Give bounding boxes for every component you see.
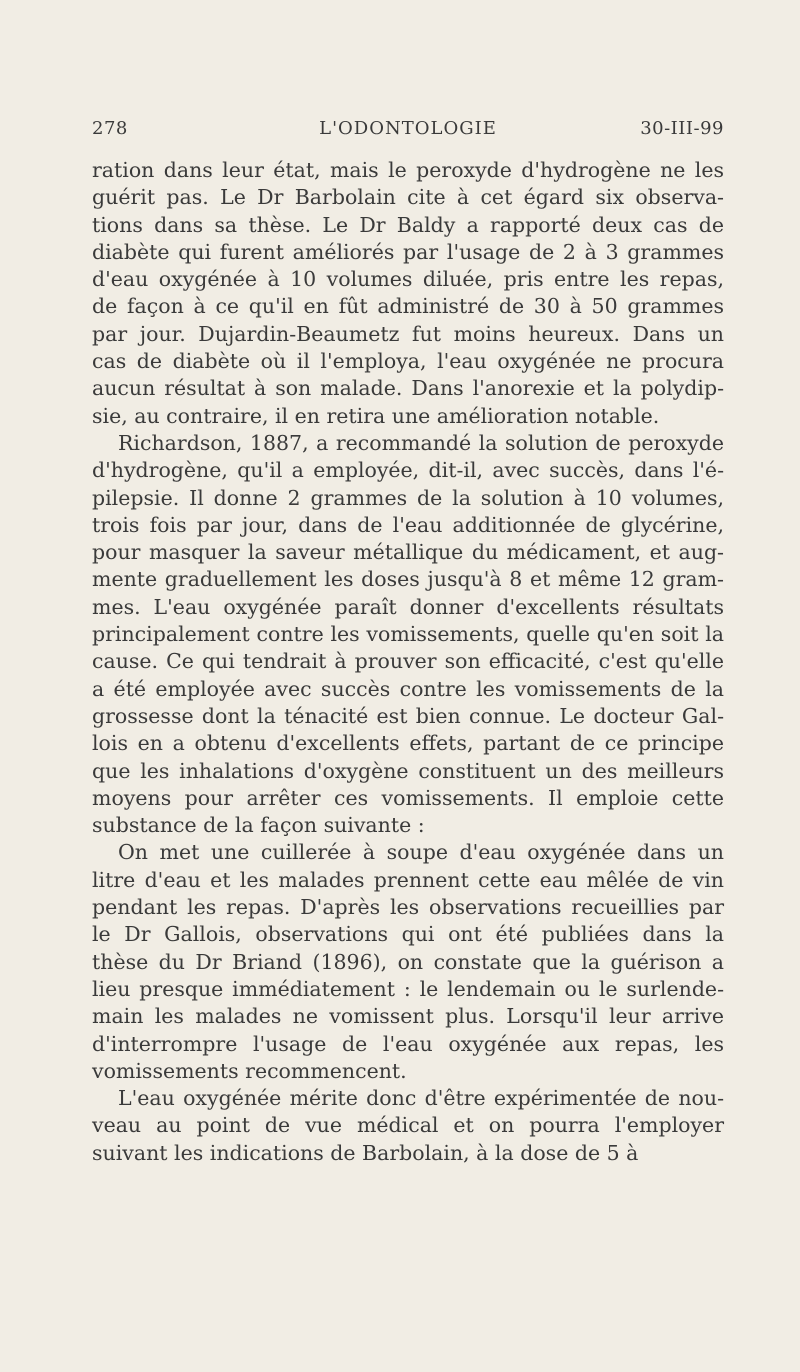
text-line: sie, au contraire, il en retira une amélioration notable.	[92, 403, 660, 428]
text-line: mente graduellement les doses jusqu'à 8 et même 12 gram-	[92, 567, 724, 592]
text-line: tions dans sa thèse. Le Dr Baldy a rapporté deux cas de	[92, 212, 724, 237]
text-line: L'eau oxygénée mérite donc d'être expérimentée de nou-	[118, 1086, 724, 1111]
header-date: 30-III-99	[640, 118, 724, 139]
text-line: d'interrompre l'usage de l'eau oxygénée aux repas, les	[92, 1031, 724, 1056]
text-line: thèse du Dr Briand (1896), on constate que la guérison a	[92, 949, 724, 974]
text-line: litre d'eau et les malades prennent cette eau mêlée de vin	[92, 867, 724, 892]
text-line: diabète qui furent améliorés par l'usage de 2 à 3 grammes	[92, 239, 724, 264]
text-line: substance de la façon suivante :	[92, 813, 425, 838]
text-line: lieu presque immédiatement : le lendemain ou le surlende-	[92, 976, 724, 1001]
text-line: pilepsie. Il donne 2 grammes de la solution à 10 volumes,	[92, 485, 724, 510]
text-line: que les inhalations d'oxygène constituent un des meilleurs	[92, 758, 724, 783]
body-text	[92, 157, 724, 1167]
text-line: ration dans leur état, mais le peroxyde d'hydrogène ne les	[92, 158, 724, 182]
text-line: par jour. Dujardin-Beaumetz fut moins heureux. Dans un	[92, 321, 724, 346]
text-line: suivant les indications de Barbolain, à la dose de 5 à	[92, 1140, 639, 1165]
paragraph	[92, 1085, 724, 1167]
text-line: le Dr Gallois, observations qui ont été publiées dans la	[92, 922, 724, 947]
paragraph	[92, 430, 724, 839]
text-line: a été employée avec succès contre les vomissements de la	[92, 676, 724, 701]
text-line: vomissements recommencent.	[92, 1058, 407, 1083]
text-line: pendant les repas. D'après les observations recueillies par	[92, 895, 724, 920]
text-line: d'hydrogène, qu'il a employée, dit-il, avec succès, dans l'é-	[92, 458, 724, 483]
paragraph	[92, 839, 724, 1085]
text-line: cas de diabète où il l'employa, l'eau oxygénée ne procura	[92, 349, 724, 374]
text-line: moyens pour arrêter ces vomissements. Il emploie cette	[92, 785, 724, 810]
page-header	[92, 118, 724, 148]
text-line: principalement contre les vomissements, quelle qu'en soit la	[92, 622, 724, 647]
paragraph	[92, 157, 724, 430]
text-line: aucun résultat à son malade. Dans l'anorexie et la polydip-	[92, 376, 724, 401]
text-line: d'eau oxygénée à 10 volumes diluée, pris entre les repas,	[92, 267, 724, 292]
text-line: grossesse dont la ténacité est bien connue. Le docteur Gal-	[92, 703, 724, 728]
text-line: Richardson, 1887, a recommandé la solution de peroxyde	[118, 430, 724, 455]
page-number: 278	[92, 118, 128, 139]
text-line: On met une cuillerée à soupe d'eau oxygénée dans un	[118, 840, 724, 865]
text-line: lois en a obtenu d'excellents effets, partant de ce principe	[92, 731, 724, 756]
text-line: cause. Ce qui tendrait à prouver son efficacité, c'est qu'elle	[92, 649, 724, 674]
text-line: veau au point de vue médical et on pourra l'employer	[92, 1113, 724, 1138]
text-line: trois fois par jour, dans de l'eau additionnée de glycérine,	[92, 512, 724, 537]
text-line: guérit pas. Le Dr Barbolain cite à cet égard six observa-	[92, 185, 724, 210]
text-line: de façon à ce qu'il en fût administré de 30 à 50 grammes	[92, 294, 724, 319]
running-title: L'ODONTOLOGIE	[319, 118, 497, 139]
text-line: main les malades ne vomissent plus. Lorsqu'il leur arrive	[92, 1004, 724, 1029]
text-line: pour masquer la saveur métallique du médicament, et aug-	[92, 540, 724, 565]
text-line: mes. L'eau oxygénée paraît donner d'excellents résultats	[92, 594, 724, 619]
